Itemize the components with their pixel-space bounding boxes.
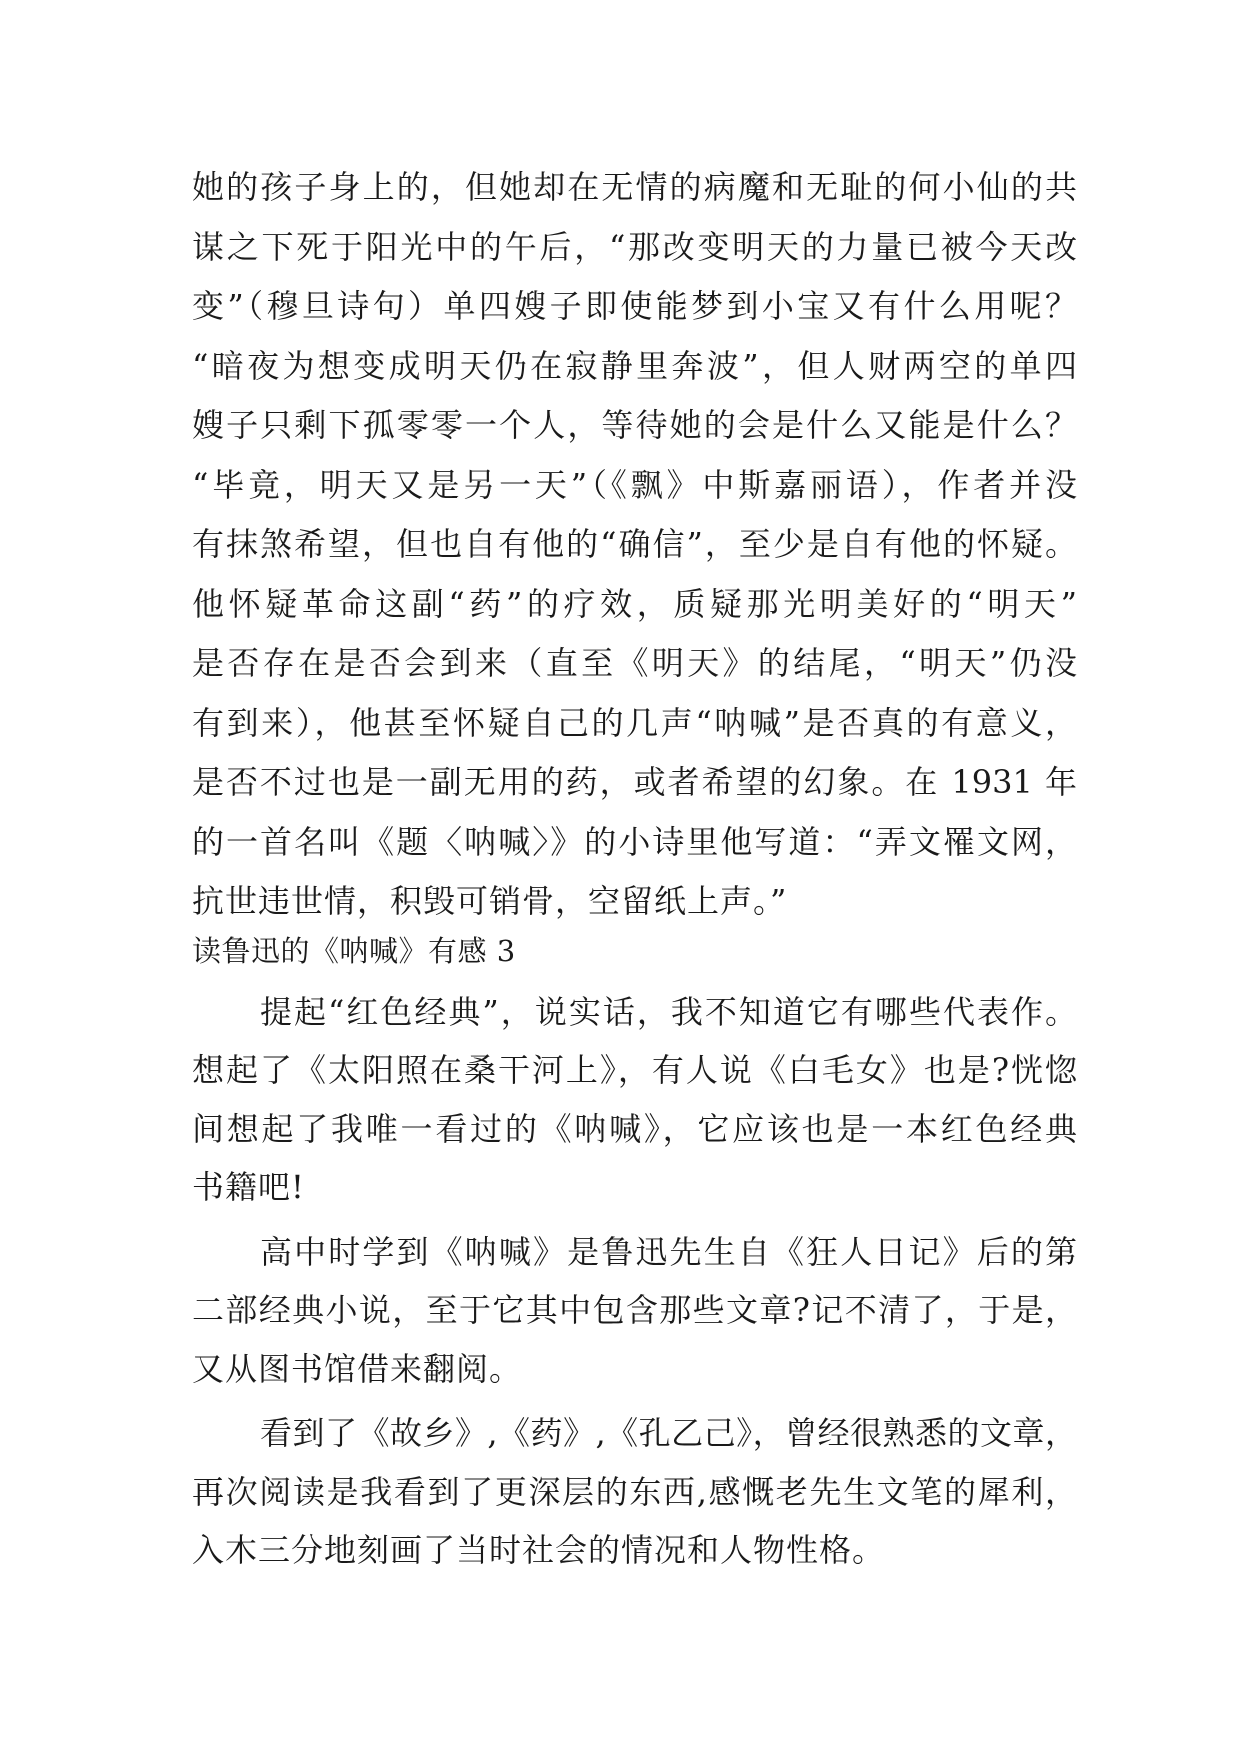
text-line: 间想起了我唯一看过的《呐喊》，它应该也是一本红色经典 (192, 1109, 1077, 1148)
document-page (192, 158, 1077, 1580)
text-line: 变”（穆旦诗句）单四嫂子即使能梦到小宝又有什么用呢？ (192, 287, 1077, 325)
text-line: 嫂子只剩下孤零零一个人，等待她的会是什么又能是什么？ (192, 406, 1077, 444)
text-line: 有到来），他甚至怀疑自己的几声“呐喊”是否真的有意义， (192, 703, 1077, 742)
text-line: 想起了《太阳照在桑干河上》，有人说《白毛女》也是?恍惚 (192, 1051, 1077, 1089)
text-line: 谋之下死于阳光中的午后，“那改变明天的力量已被今天改 (192, 227, 1077, 266)
text-line: 看到了《故乡》,《药》,《孔乙己》，曾经很熟悉的文章， (260, 1414, 1077, 1452)
text-line: 他怀疑革命这副“药”的疗效，质疑那光明美好的“明天” (192, 584, 1077, 623)
text-line: 提起“红色经典”，说实话，我不知道它有哪些代表作。 (260, 992, 1077, 1031)
section-heading: 读鲁迅的《呐喊》有感 3 (192, 933, 516, 968)
text-line: 她的孩子身上的，但她却在无情的病魔和无耻的何小仙的共 (192, 168, 1077, 206)
text-line: “暗夜为想变成明天仍在寂静里奔波”，但人财两空的单四 (192, 346, 1077, 385)
passage-continuation (192, 158, 1077, 932)
text-line: 二部经典小说，至于它其中包含那些文章?记不清了，于是， (192, 1291, 1077, 1329)
text-line: 入木三分地刻画了当时社会的情况和人物性格。 (192, 1531, 886, 1569)
text-line: 书籍吧! (192, 1168, 305, 1206)
paragraph (192, 983, 1077, 1217)
paragraph (192, 1223, 1077, 1399)
text-line: 是否不过也是一副无用的药，或者希望的幻象。在 1931 年 (192, 763, 1077, 801)
text-line: 又从图书馆借来翻阅。 (192, 1349, 523, 1388)
text-line: 有抹煞希望，但也自有他的“确信”，至少是自有他的怀疑。 (192, 525, 1077, 563)
paragraph (192, 1404, 1077, 1580)
text-line: 再次阅读是我看到了更深层的东西,感慨老先生文笔的犀利， (192, 1472, 1077, 1511)
text-line: 是否存在是否会到来（直至《明天》的结尾，“明天”仍没 (192, 644, 1077, 682)
text-line: “毕竟，明天又是另一天”（《飘》中斯嘉丽语），作者并没 (192, 465, 1077, 504)
text-line: 抗世违世情，积毁可销骨，空留纸上声。” (192, 882, 788, 920)
text-line: 高中时学到《呐喊》是鲁迅先生自《狂人日记》后的第 (260, 1232, 1077, 1271)
text-line: 的一首名叫《题〈呐喊〉》的小诗里他写道：“弄文罹文网， (192, 822, 1077, 861)
